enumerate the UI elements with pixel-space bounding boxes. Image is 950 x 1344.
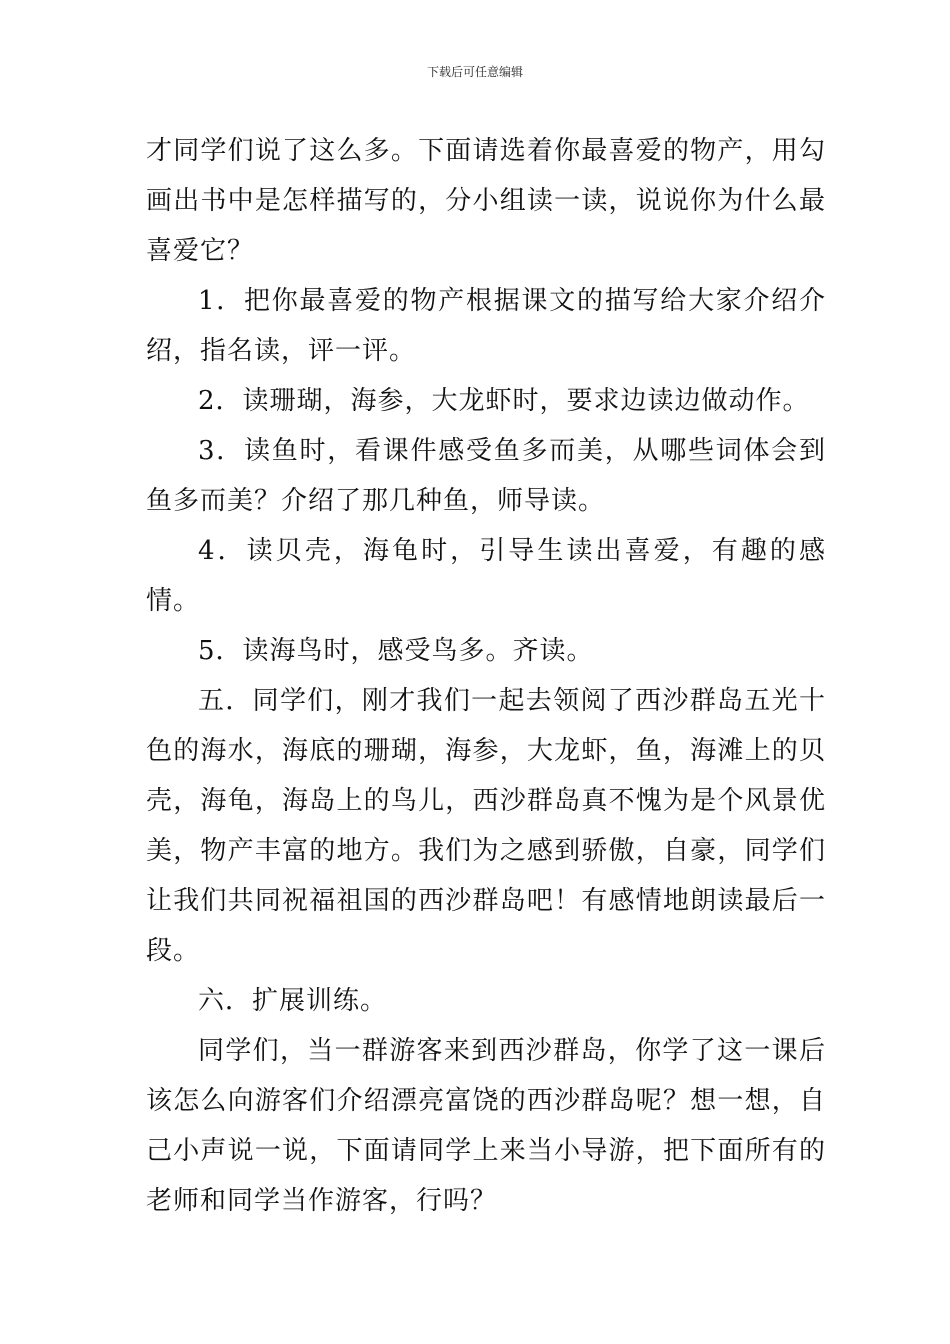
paragraph: 五．同学们，刚才我们一起去领阅了西沙群岛五光十色的海水，海底的珊瑚，海参，大龙虾，鱼，海滩上的贝壳，海龟，海岛上的鸟儿，西沙群岛真不愧为是个风景优美，物产丰富的地方。我们为之感到骄傲，自豪，同学们让我们共同祝福祖国的西沙群岛吧！有感情地朗读最后一段。 bbox=[146, 686, 826, 966]
paragraph: 同学们，当一群游客来到西沙群岛，你学了这一课后该怎么向游客们介绍漂亮富饶的西沙群岛呢？想一想，自己小声说一说，下面请同学上来当小导游，把下面所有的老师和同学当作游客，行吗？ bbox=[146, 1036, 826, 1216]
page-header-note: 下载后可任意编辑 bbox=[426, 65, 523, 79]
paragraph: 才同学们说了这么多。下面请选着你最喜爱的物产，用勾画出书中是怎样描写的，分小组读一读，说说你为什么最喜爱它？ bbox=[146, 136, 826, 266]
document-body bbox=[146, 126, 826, 1226]
paragraph: 1．把你最喜爱的物产根据课文的描写给大家介绍介绍，指名读，评一评。 bbox=[146, 286, 826, 366]
paragraph: 2．读珊瑚，海参，大龙虾时，要求边读边做动作。 bbox=[198, 386, 810, 416]
paragraph: 3．读鱼时，看课件感受鱼多而美，从哪些词体会到鱼多而美？介绍了那几种鱼，师导读。 bbox=[146, 436, 826, 516]
paragraph: 5．读海鸟时，感受鸟多。齐读。 bbox=[198, 636, 594, 666]
paragraph: 六．扩展训练。 bbox=[198, 986, 388, 1016]
paragraph: 4．读贝壳，海龟时，引导生读出喜爱，有趣的感情。 bbox=[146, 536, 826, 616]
